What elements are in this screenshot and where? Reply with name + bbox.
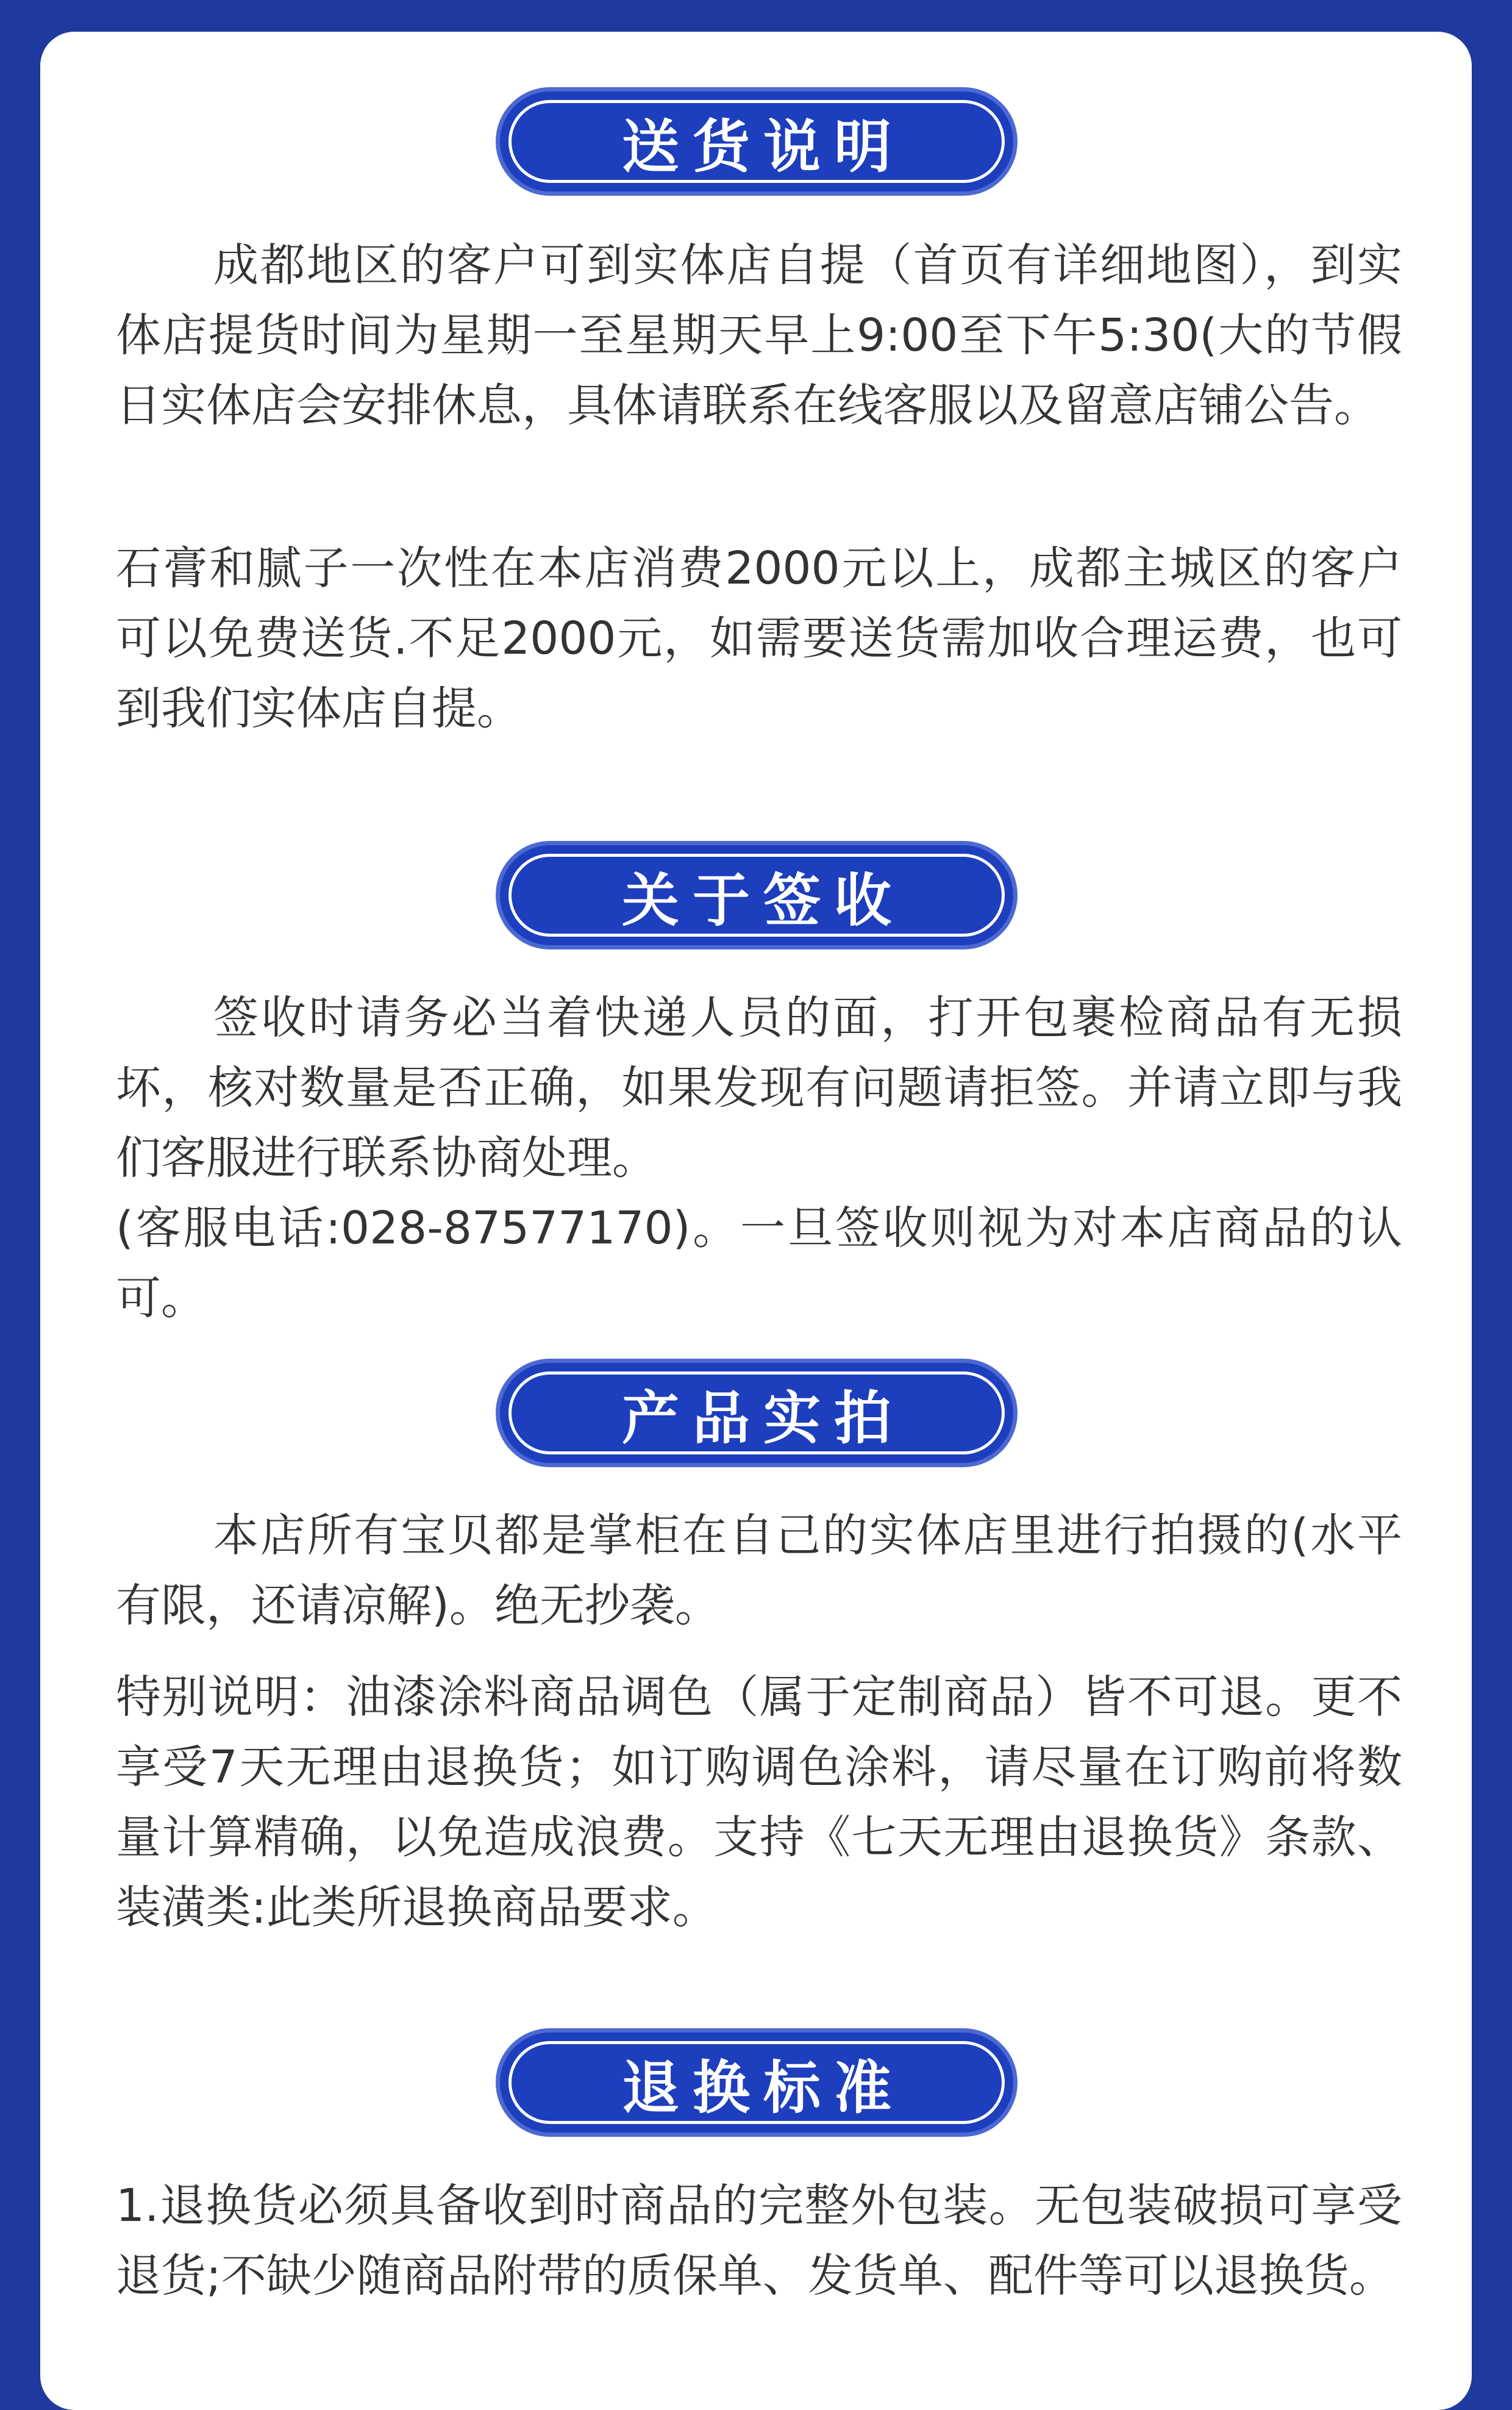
delivery-paragraph-1: 成都地区的客户可到实体店自提（首页有详细地图），到实体店提货时间为星期一至星期天早上9:00至下午5:30(大的节假日实体店会安排休息，具体请联系在线客服以及留意店铺公告。 (116, 239, 1402, 432)
receipt-paragraph-1: 签收时请务必当着快递人员的面，打开包裹检商品有无损坏，核对数量是否正确，如果发现有问题请拒签。并请立即与我们客服进行联系协商处理。 (116, 992, 1402, 1184)
section-title-returns-text: 退换标准 (621, 2054, 905, 2122)
photos-paragraph-1: 本店所有宝贝都是掌柜在自己的实体店里进行拍摄的(水平有限，还请凉解)。绝无抄袭。 (116, 1509, 1402, 1632)
section-title-photos-text: 产品实拍 (621, 1385, 905, 1452)
delivery-paragraph-2: 石膏和腻子一次性在本店消费2000元以上，成都主城区的客户可以免费送货.不足2000元，如需要送货需加收合理运费，也可到我们实体店自提。 (116, 542, 1402, 735)
section-title-receipt (500, 845, 1013, 945)
receipt-paragraph-2: (客服电话:028-87577170)。一旦签收则视为对本店商品的认可。 (116, 1202, 1402, 1325)
section-title-delivery-text: 送货说明 (621, 113, 905, 181)
photos-paragraph-2: 特别说明：油漆涂料商品调色（属于定制商品）皆不可退。更不享受7天无理由退换货；如订购调色涂料，请尽量在订购前将数量计算精确，以免造成浪费。支持《七天无理由退换货》条款、装潢类:此类所退换商品要求。 (116, 1671, 1402, 1934)
returns-paragraph-1: 1.退换货必须具备收到时商品的完整外包装。无包装破损可享受退货;不缺少随商品附带的质保单、发货单、配件等可以退换货。 (116, 2179, 1402, 2302)
section-title-returns (500, 2033, 1013, 2133)
section-title-receipt-text: 关于签收 (621, 867, 905, 934)
section-title-photos (500, 1363, 1013, 1463)
section-title-delivery (500, 91, 1013, 191)
